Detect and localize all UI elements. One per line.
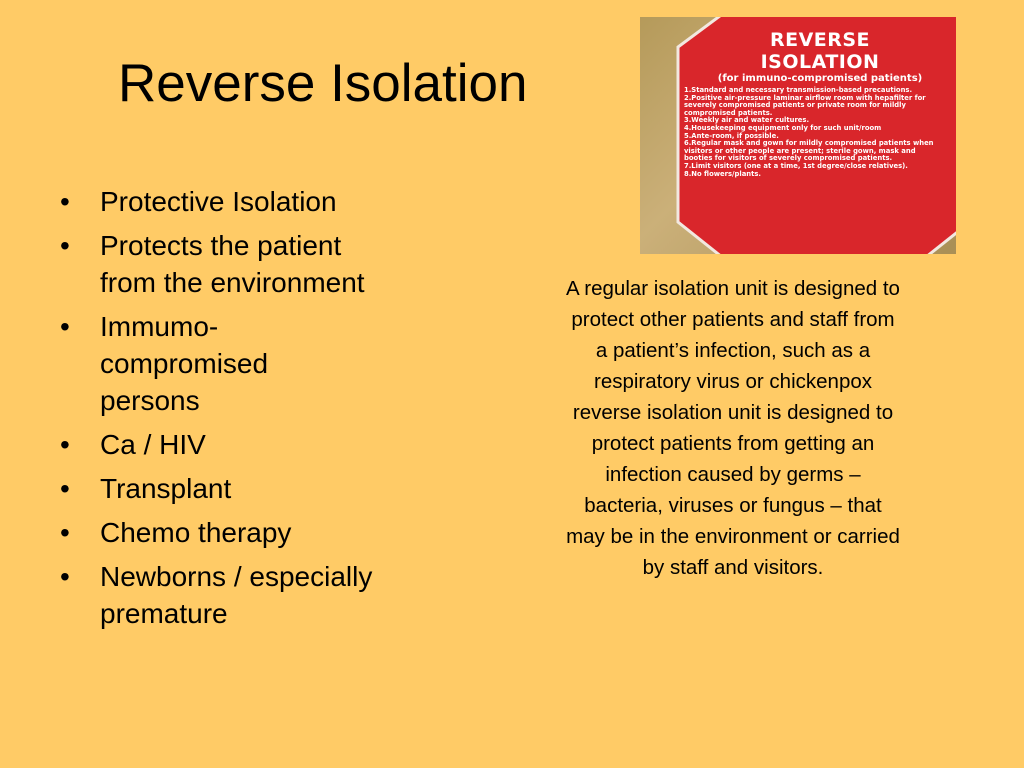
bullet-text: Protects the patient from the environment: [100, 230, 365, 298]
slide-title: Reverse Isolation: [118, 54, 528, 113]
bullet-item: [58, 426, 458, 463]
bullet-icon: •: [60, 311, 70, 342]
note-paragraph-regular-isolation: A regular isolation unit is designed to protect other patients and staff from a patient’s infection, such as a respiratory virus or chickenpox: [566, 277, 900, 393]
sign-heading-line2: ISOLATION: [760, 51, 880, 73]
bullet-text: Ca / HIV: [100, 429, 206, 460]
bullet-text: Protective Isolation: [100, 186, 337, 217]
sign-rule: 6.Regular mask and gown for mildly compromised patients when visitors or other people are present; sterile gown, mask and booties for visitors of severely compromised patients.: [684, 139, 934, 163]
side-note: [566, 273, 900, 583]
bullet-item: [58, 558, 440, 632]
sign-rule: 7.Limit visitors (one at a time, 1st degree/close relatives).: [684, 161, 908, 170]
sign-rule: 2.Positive air-pressure laminar airflow room with hepafilter for severely compromised patients or private room for mildly compromised patients.: [684, 93, 926, 117]
bullet-icon: •: [60, 473, 70, 504]
sign-rule: 5.Ante-room, if possible.: [684, 131, 779, 140]
reverse-isolation-sign-photo: [640, 17, 956, 254]
sign-rule: 3.Weekly air and water cultures.: [684, 116, 810, 125]
bullet-text: Immumo-compromised persons: [100, 311, 269, 416]
note-paragraph-reverse-isolation: reverse isolation unit is designed to protect patients from getting an infection caused by germs – bacteria, viruses or fungus – that may be in the environment or carried by staff and visitors.: [566, 401, 900, 579]
bullet-icon: •: [60, 186, 70, 217]
bullet-icon: •: [60, 230, 70, 261]
bullet-item: [58, 308, 340, 419]
bullet-icon: •: [60, 429, 70, 460]
bullet-icon: •: [60, 561, 70, 592]
sign-rule: 1.Standard and necessary transmission-based precautions.: [684, 86, 913, 94]
sign-rules: [684, 87, 936, 178]
bullet-text: Chemo therapy: [100, 517, 292, 548]
bullet-text: Transplant: [100, 473, 232, 504]
bullet-item: [58, 183, 458, 220]
bullet-text: Newborns / especially premature: [100, 561, 373, 629]
sign-heading-line1: REVERSE: [769, 29, 871, 51]
sign-content: [684, 29, 936, 178]
bullet-item: [58, 514, 458, 551]
bullet-icon: •: [60, 517, 70, 548]
bullet-item: [58, 227, 400, 301]
sign-rule: 8.No flowers/plants.: [684, 169, 762, 178]
bullet-list: [58, 183, 458, 639]
sign-subheading: (for immuno-compromised patients): [717, 73, 923, 84]
bullet-item: [58, 470, 458, 507]
sign-rule: 4.Housekeeping equipment only for such unit/room: [684, 123, 882, 132]
